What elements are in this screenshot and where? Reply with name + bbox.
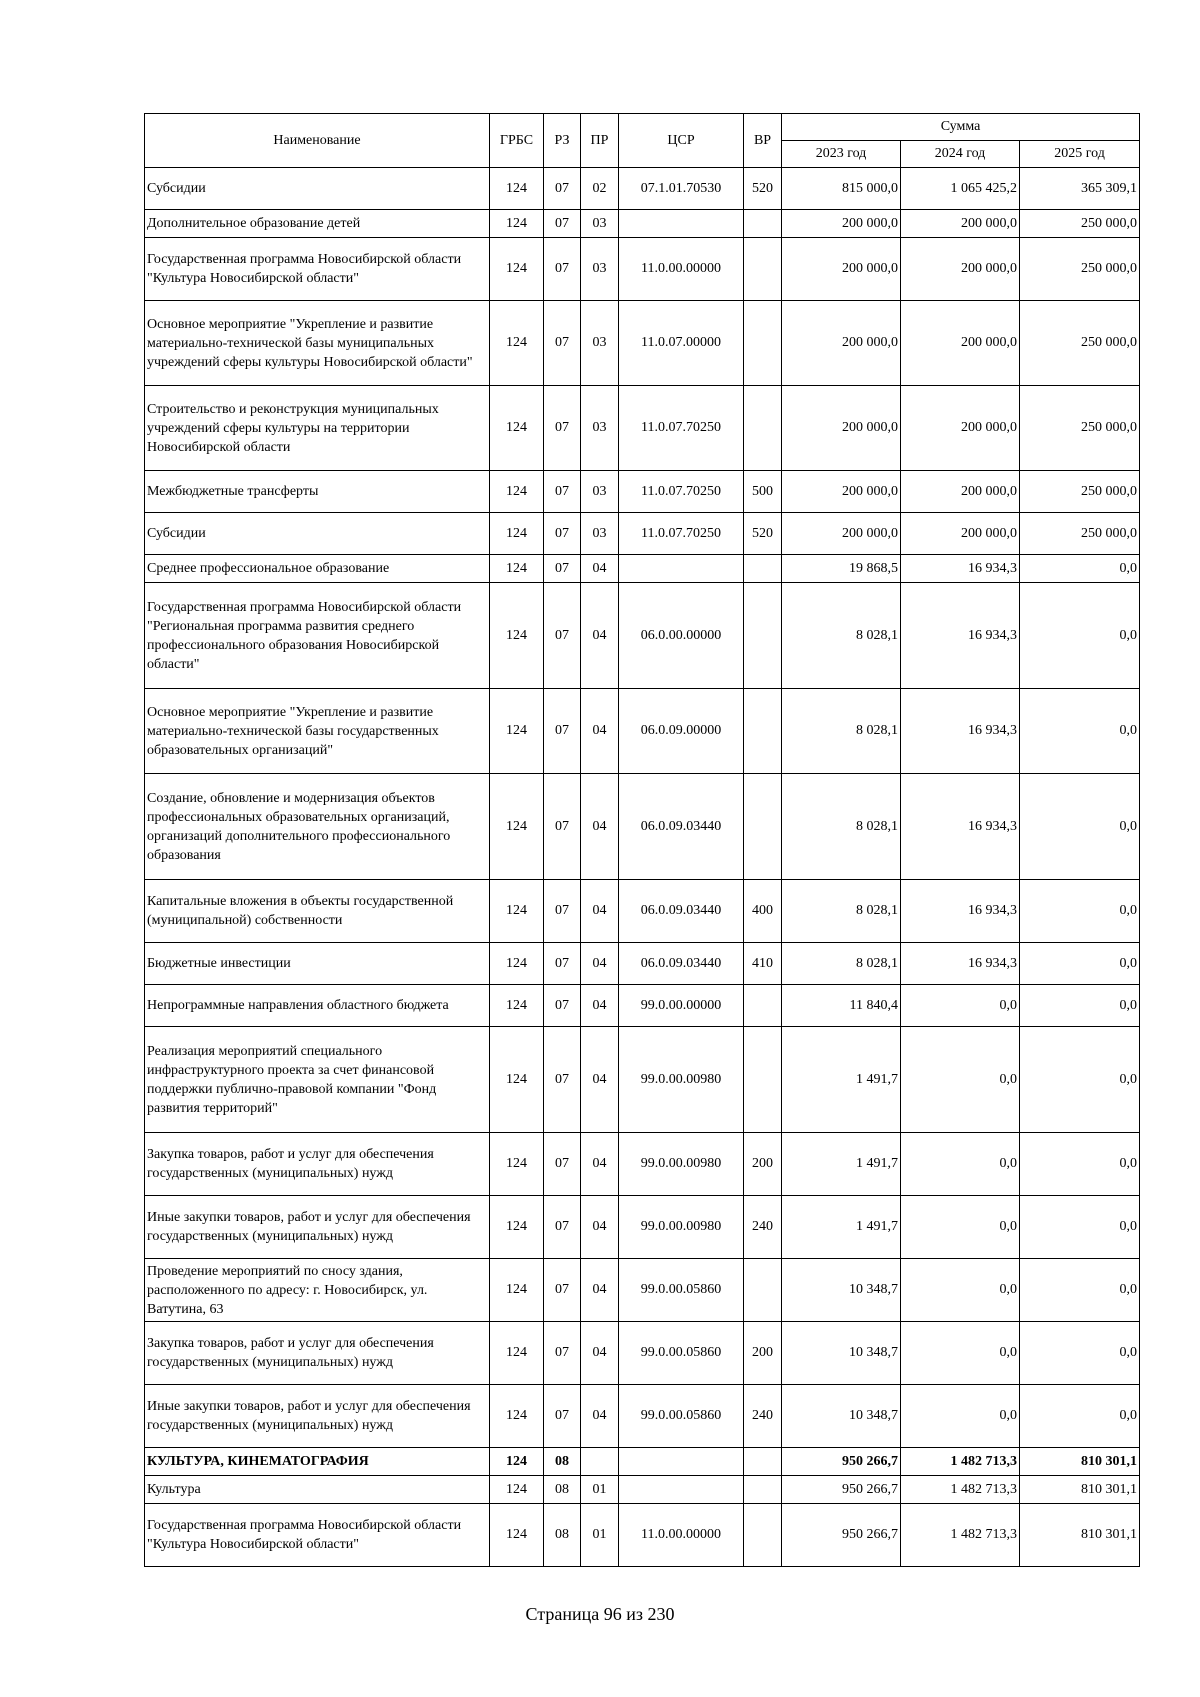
cell-grbs: 124 — [490, 1133, 544, 1196]
cell-sum-2023: 200 000,0 — [782, 513, 901, 555]
cell-vr — [744, 301, 782, 386]
cell-csr: 99.0.00.00980 — [619, 1027, 744, 1133]
cell-name: Субсидии — [145, 168, 490, 210]
cell-sum-2023: 200 000,0 — [782, 301, 901, 386]
cell-csr: 06.0.09.03440 — [619, 943, 744, 985]
cell-name: Строительство и реконструкция муниципальных учреждений сферы культуры на территории Новосибирской области — [145, 386, 490, 471]
cell-sum-2024: 200 000,0 — [901, 471, 1020, 513]
cell-csr: 11.0.07.00000 — [619, 301, 744, 386]
cell-rz: 07 — [544, 386, 581, 471]
table-row — [145, 689, 1140, 774]
header-csr: ЦСР — [619, 114, 744, 168]
cell-sum-2024: 200 000,0 — [901, 513, 1020, 555]
cell-sum-2025: 0,0 — [1020, 1259, 1140, 1322]
cell-pr: 04 — [581, 880, 619, 943]
cell-csr — [619, 1476, 744, 1504]
cell-sum-2023: 19 868,5 — [782, 555, 901, 583]
cell-sum-2025: 810 301,1 — [1020, 1504, 1140, 1567]
cell-csr: 11.0.07.70250 — [619, 471, 744, 513]
cell-name: Субсидии — [145, 513, 490, 555]
cell-pr: 04 — [581, 774, 619, 880]
cell-grbs: 124 — [490, 471, 544, 513]
cell-name: Основное мероприятие "Укрепление и развитие материально-технической базы государственных образовательных организаций" — [145, 689, 490, 774]
table-row — [145, 1259, 1140, 1322]
cell-rz: 07 — [544, 689, 581, 774]
cell-pr: 04 — [581, 1385, 619, 1448]
cell-rz: 07 — [544, 1385, 581, 1448]
cell-sum-2024: 200 000,0 — [901, 210, 1020, 238]
cell-pr: 03 — [581, 210, 619, 238]
cell-sum-2024: 200 000,0 — [901, 301, 1020, 386]
cell-vr: 200 — [744, 1133, 782, 1196]
cell-grbs: 124 — [490, 774, 544, 880]
cell-rz: 07 — [544, 1027, 581, 1133]
header-pr: ПР — [581, 114, 619, 168]
cell-vr — [744, 386, 782, 471]
cell-grbs: 124 — [490, 1027, 544, 1133]
table-row — [145, 1322, 1140, 1385]
cell-grbs: 124 — [490, 880, 544, 943]
cell-sum-2025: 0,0 — [1020, 555, 1140, 583]
cell-grbs: 124 — [490, 689, 544, 774]
cell-sum-2025: 0,0 — [1020, 1322, 1140, 1385]
cell-pr: 04 — [581, 583, 619, 689]
cell-sum-2024: 1 482 713,3 — [901, 1448, 1020, 1476]
cell-sum-2023: 950 266,7 — [782, 1476, 901, 1504]
cell-vr — [744, 1476, 782, 1504]
table-row — [145, 1027, 1140, 1133]
cell-vr: 200 — [744, 1322, 782, 1385]
cell-sum-2024: 0,0 — [901, 1027, 1020, 1133]
cell-sum-2024: 0,0 — [901, 1133, 1020, 1196]
cell-name: Создание, обновление и модернизация объектов профессиональных образовательных организаций, организаций дополнительного профессионального образования — [145, 774, 490, 880]
cell-rz: 07 — [544, 168, 581, 210]
cell-sum-2025: 0,0 — [1020, 1385, 1140, 1448]
cell-grbs: 124 — [490, 513, 544, 555]
cell-rz: 07 — [544, 210, 581, 238]
cell-sum-2023: 11 840,4 — [782, 985, 901, 1027]
cell-sum-2023: 10 348,7 — [782, 1259, 901, 1322]
cell-sum-2025: 0,0 — [1020, 943, 1140, 985]
table-row — [145, 880, 1140, 943]
cell-sum-2025: 250 000,0 — [1020, 386, 1140, 471]
cell-name: Межбюджетные трансферты — [145, 471, 490, 513]
cell-name: Государственная программа Новосибирской области "Региональная программа развития среднего профессионального образования Новосибирской области" — [145, 583, 490, 689]
cell-rz: 08 — [544, 1504, 581, 1567]
cell-csr: 99.0.00.00000 — [619, 985, 744, 1027]
table-row — [145, 1385, 1140, 1448]
cell-sum-2024: 16 934,3 — [901, 555, 1020, 583]
header-2023: 2023 год — [782, 141, 901, 168]
cell-grbs: 124 — [490, 985, 544, 1027]
cell-pr: 01 — [581, 1476, 619, 1504]
cell-name: Среднее профессиональное образование — [145, 555, 490, 583]
cell-grbs: 124 — [490, 1259, 544, 1322]
cell-csr: 99.0.00.05860 — [619, 1259, 744, 1322]
cell-sum-2023: 8 028,1 — [782, 583, 901, 689]
cell-csr: 99.0.00.05860 — [619, 1385, 744, 1448]
cell-pr: 04 — [581, 1027, 619, 1133]
cell-pr: 03 — [581, 301, 619, 386]
cell-grbs: 124 — [490, 1448, 544, 1476]
cell-sum-2025: 810 301,1 — [1020, 1448, 1140, 1476]
table-row — [145, 1448, 1140, 1476]
table-row — [145, 513, 1140, 555]
table-body — [145, 168, 1140, 1567]
cell-pr: 03 — [581, 238, 619, 301]
cell-csr: 99.0.00.00980 — [619, 1196, 744, 1259]
cell-sum-2023: 1 491,7 — [782, 1027, 901, 1133]
cell-csr: 99.0.00.05860 — [619, 1322, 744, 1385]
cell-sum-2025: 250 000,0 — [1020, 301, 1140, 386]
cell-vr — [744, 774, 782, 880]
cell-rz: 08 — [544, 1448, 581, 1476]
cell-name: Реализация мероприятий специального инфраструктурного проекта за счет финансовой поддержки публично-правовой компании "Фонд развития территорий" — [145, 1027, 490, 1133]
cell-sum-2024: 16 934,3 — [901, 774, 1020, 880]
cell-rz: 07 — [544, 1322, 581, 1385]
cell-vr: 240 — [744, 1196, 782, 1259]
table-row — [145, 1196, 1140, 1259]
cell-name: Иные закупки товаров, работ и услуг для обеспечения государственных (муниципальных) нужд — [145, 1385, 490, 1448]
cell-sum-2023: 200 000,0 — [782, 471, 901, 513]
cell-sum-2023: 8 028,1 — [782, 880, 901, 943]
cell-grbs: 124 — [490, 301, 544, 386]
cell-sum-2024: 1 482 713,3 — [901, 1476, 1020, 1504]
cell-vr — [744, 1259, 782, 1322]
page-number: Страница 96 из 230 — [525, 1604, 675, 1624]
header-2025: 2025 год — [1020, 141, 1140, 168]
cell-name: Культура — [145, 1476, 490, 1504]
cell-sum-2023: 200 000,0 — [782, 238, 901, 301]
cell-pr: 01 — [581, 1504, 619, 1567]
header-2024: 2024 год — [901, 141, 1020, 168]
cell-csr: 06.0.09.03440 — [619, 774, 744, 880]
cell-vr — [744, 689, 782, 774]
cell-sum-2024: 16 934,3 — [901, 880, 1020, 943]
cell-csr: 99.0.00.00980 — [619, 1133, 744, 1196]
cell-name: Закупка товаров, работ и услуг для обеспечения государственных (муниципальных) нужд — [145, 1322, 490, 1385]
table-row — [145, 1504, 1140, 1567]
cell-sum-2023: 8 028,1 — [782, 689, 901, 774]
cell-pr — [581, 1448, 619, 1476]
cell-pr: 04 — [581, 1196, 619, 1259]
cell-vr — [744, 985, 782, 1027]
cell-name: Государственная программа Новосибирской области "Культура Новосибирской области" — [145, 1504, 490, 1567]
cell-vr — [744, 210, 782, 238]
header-name: Наименование — [145, 114, 490, 168]
cell-pr: 04 — [581, 1259, 619, 1322]
cell-rz: 07 — [544, 238, 581, 301]
cell-sum-2024: 1 482 713,3 — [901, 1504, 1020, 1567]
cell-name: Закупка товаров, работ и услуг для обеспечения государственных (муниципальных) нужд — [145, 1133, 490, 1196]
cell-vr: 240 — [744, 1385, 782, 1448]
cell-sum-2023: 200 000,0 — [782, 210, 901, 238]
cell-sum-2025: 0,0 — [1020, 985, 1140, 1027]
cell-sum-2025: 0,0 — [1020, 1196, 1140, 1259]
header-rz: РЗ — [544, 114, 581, 168]
cell-sum-2024: 16 934,3 — [901, 583, 1020, 689]
cell-name: Капитальные вложения в объекты государственной (муниципальной) собственности — [145, 880, 490, 943]
cell-name: Проведение мероприятий по сносу здания, расположенного по адресу: г. Новосибирск, ул. Ватутина, 63 — [145, 1259, 490, 1322]
cell-rz: 07 — [544, 471, 581, 513]
cell-rz: 07 — [544, 555, 581, 583]
cell-grbs: 124 — [490, 210, 544, 238]
header-sum: Сумма — [782, 114, 1140, 141]
cell-name: КУЛЬТУРА, КИНЕМАТОГРАФИЯ — [145, 1448, 490, 1476]
cell-grbs: 124 — [490, 168, 544, 210]
cell-csr: 11.0.07.70250 — [619, 513, 744, 555]
cell-rz: 07 — [544, 985, 581, 1027]
table-row — [145, 555, 1140, 583]
cell-name: Бюджетные инвестиции — [145, 943, 490, 985]
table-row — [145, 1133, 1140, 1196]
table-row — [145, 471, 1140, 513]
cell-sum-2024: 1 065 425,2 — [901, 168, 1020, 210]
cell-pr: 03 — [581, 513, 619, 555]
cell-sum-2024: 0,0 — [901, 985, 1020, 1027]
cell-sum-2025: 250 000,0 — [1020, 238, 1140, 301]
cell-vr — [744, 1448, 782, 1476]
cell-pr: 03 — [581, 471, 619, 513]
cell-vr: 400 — [744, 880, 782, 943]
table-row — [145, 210, 1140, 238]
cell-rz: 07 — [544, 1259, 581, 1322]
table-row — [145, 301, 1140, 386]
cell-name: Непрограммные направления областного бюджета — [145, 985, 490, 1027]
cell-sum-2025: 250 000,0 — [1020, 210, 1140, 238]
cell-sum-2025: 0,0 — [1020, 880, 1140, 943]
cell-grbs: 124 — [490, 583, 544, 689]
cell-rz: 08 — [544, 1476, 581, 1504]
cell-pr: 04 — [581, 1133, 619, 1196]
cell-grbs: 124 — [490, 1504, 544, 1567]
cell-csr — [619, 210, 744, 238]
cell-name: Государственная программа Новосибирской области "Культура Новосибирской области" — [145, 238, 490, 301]
cell-csr: 07.1.01.70530 — [619, 168, 744, 210]
cell-sum-2023: 10 348,7 — [782, 1385, 901, 1448]
table-row — [145, 238, 1140, 301]
cell-sum-2024: 16 934,3 — [901, 689, 1020, 774]
table-row — [145, 985, 1140, 1027]
table-row — [145, 583, 1140, 689]
cell-sum-2024: 0,0 — [901, 1259, 1020, 1322]
cell-pr: 04 — [581, 689, 619, 774]
cell-pr: 04 — [581, 555, 619, 583]
cell-grbs: 124 — [490, 943, 544, 985]
cell-csr: 06.0.09.00000 — [619, 689, 744, 774]
cell-sum-2023: 1 491,7 — [782, 1133, 901, 1196]
cell-rz: 07 — [544, 774, 581, 880]
cell-sum-2023: 200 000,0 — [782, 386, 901, 471]
cell-sum-2024: 200 000,0 — [901, 238, 1020, 301]
cell-rz: 07 — [544, 943, 581, 985]
cell-csr: 11.0.07.70250 — [619, 386, 744, 471]
cell-csr: 06.0.09.03440 — [619, 880, 744, 943]
cell-sum-2023: 815 000,0 — [782, 168, 901, 210]
cell-grbs: 124 — [490, 238, 544, 301]
cell-grbs: 124 — [490, 1322, 544, 1385]
cell-sum-2023: 10 348,7 — [782, 1322, 901, 1385]
cell-sum-2025: 810 301,1 — [1020, 1476, 1140, 1504]
cell-name: Основное мероприятие "Укрепление и развитие материально-технической базы муниципальных учреждений сферы культуры Новосибирской области" — [145, 301, 490, 386]
cell-sum-2023: 1 491,7 — [782, 1196, 901, 1259]
cell-sum-2025: 0,0 — [1020, 689, 1140, 774]
cell-sum-2023: 8 028,1 — [782, 943, 901, 985]
cell-rz: 07 — [544, 513, 581, 555]
cell-vr — [744, 555, 782, 583]
cell-sum-2025: 250 000,0 — [1020, 513, 1140, 555]
table-row — [145, 943, 1140, 985]
cell-sum-2023: 950 266,7 — [782, 1504, 901, 1567]
cell-vr: 520 — [744, 168, 782, 210]
cell-vr: 410 — [744, 943, 782, 985]
cell-csr: 11.0.00.00000 — [619, 1504, 744, 1567]
cell-sum-2025: 0,0 — [1020, 1027, 1140, 1133]
cell-csr — [619, 555, 744, 583]
cell-vr: 520 — [744, 513, 782, 555]
cell-csr: 11.0.00.00000 — [619, 238, 744, 301]
cell-sum-2025: 250 000,0 — [1020, 471, 1140, 513]
cell-sum-2024: 0,0 — [901, 1322, 1020, 1385]
header-grbs: ГРБС — [490, 114, 544, 168]
table-row — [145, 168, 1140, 210]
cell-pr: 02 — [581, 168, 619, 210]
cell-sum-2024: 0,0 — [901, 1385, 1020, 1448]
cell-sum-2025: 0,0 — [1020, 1133, 1140, 1196]
cell-grbs: 124 — [490, 386, 544, 471]
cell-sum-2025: 0,0 — [1020, 774, 1140, 880]
cell-grbs: 124 — [490, 1476, 544, 1504]
cell-rz: 07 — [544, 583, 581, 689]
cell-vr — [744, 1027, 782, 1133]
cell-pr: 04 — [581, 1322, 619, 1385]
cell-vr — [744, 1504, 782, 1567]
table-row — [145, 386, 1140, 471]
cell-rz: 07 — [544, 880, 581, 943]
cell-name: Дополнительное образование детей — [145, 210, 490, 238]
cell-rz: 07 — [544, 301, 581, 386]
cell-vr: 500 — [744, 471, 782, 513]
cell-grbs: 124 — [490, 1385, 544, 1448]
budget-table — [144, 113, 1140, 1567]
cell-csr — [619, 1448, 744, 1476]
cell-sum-2023: 8 028,1 — [782, 774, 901, 880]
cell-rz: 07 — [544, 1196, 581, 1259]
cell-sum-2023: 950 266,7 — [782, 1448, 901, 1476]
cell-rz: 07 — [544, 1133, 581, 1196]
cell-sum-2025: 365 309,1 — [1020, 168, 1140, 210]
cell-sum-2025: 0,0 — [1020, 583, 1140, 689]
cell-sum-2024: 0,0 — [901, 1196, 1020, 1259]
cell-pr: 03 — [581, 386, 619, 471]
cell-pr: 04 — [581, 985, 619, 1027]
cell-sum-2024: 200 000,0 — [901, 386, 1020, 471]
cell-pr: 04 — [581, 943, 619, 985]
table-row — [145, 1476, 1140, 1504]
header-vr: ВР — [744, 114, 782, 168]
cell-grbs: 124 — [490, 1196, 544, 1259]
cell-sum-2024: 16 934,3 — [901, 943, 1020, 985]
cell-csr: 06.0.00.00000 — [619, 583, 744, 689]
table-row — [145, 774, 1140, 880]
cell-vr — [744, 238, 782, 301]
cell-vr — [744, 583, 782, 689]
cell-name: Иные закупки товаров, работ и услуг для обеспечения государственных (муниципальных) нужд — [145, 1196, 490, 1259]
cell-grbs: 124 — [490, 555, 544, 583]
